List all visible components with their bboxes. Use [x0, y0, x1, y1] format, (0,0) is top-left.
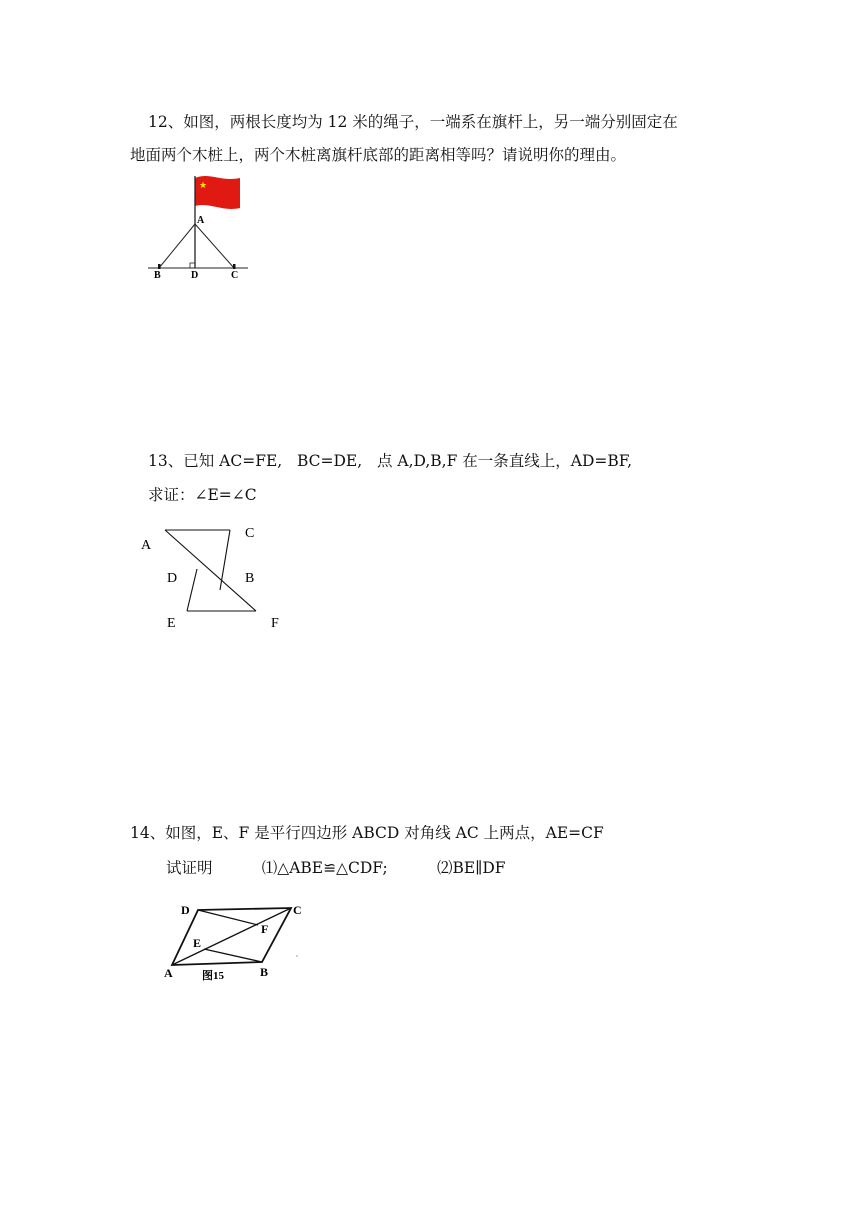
- label-d: D: [191, 270, 199, 281]
- right-angle-mark: [190, 263, 195, 268]
- label-e: E: [193, 936, 202, 950]
- label-d: D: [181, 903, 190, 917]
- segment-af: [165, 530, 256, 611]
- q13-line1: 13、已知 AC=FE, BC=DE, 点 A,D,B,F 在一条直线上，AD=BF,: [148, 452, 633, 470]
- stray-dot: [296, 955, 297, 956]
- flagpole-figure: [140, 172, 260, 282]
- label-c: C: [245, 526, 255, 541]
- label-c: C: [231, 270, 239, 281]
- rope-ab: [159, 224, 195, 268]
- segment-df: [198, 910, 258, 925]
- stake-b: [158, 264, 161, 269]
- label-f: F: [271, 616, 279, 630]
- label-b: B: [260, 965, 269, 979]
- triangles-figure: [135, 520, 295, 630]
- flag-star-icon: ★: [199, 180, 208, 190]
- label-a: A: [141, 538, 152, 553]
- q13-line2: 求证：∠E=∠C: [148, 486, 257, 504]
- parallelogram-figure: [160, 898, 320, 988]
- diagonal-ac: [172, 908, 291, 965]
- label-b: B: [245, 571, 255, 586]
- q12-line1: 12、如图，两根长度均为 12 米的绳子，一端系在旗杆上，另一端分别固定在: [148, 113, 678, 131]
- q14-line1: 14、如图，E、F 是平行四边形 ABCD 对角线 AC 上两点，AE=CF: [130, 824, 604, 842]
- label-a: A: [197, 215, 205, 226]
- label-d: D: [167, 571, 178, 586]
- segment-de: [187, 569, 197, 611]
- label-b: B: [154, 270, 161, 281]
- q14-line2: 试证明 ⑴△ABE≌△CDF; ⑵BE∥DF: [166, 859, 506, 877]
- label-a: A: [164, 966, 173, 980]
- q12-line2: 地面两个木桩上，两个木桩离旗杆底部的距离相等吗？请说明你的理由。: [130, 146, 627, 164]
- label-c: C: [293, 903, 302, 917]
- label-e: E: [167, 616, 176, 630]
- figure-caption: 图15: [202, 970, 224, 982]
- stake-c: [233, 264, 236, 269]
- rope-ac: [195, 224, 234, 268]
- label-f: F: [261, 922, 269, 936]
- segment-be: [204, 949, 262, 962]
